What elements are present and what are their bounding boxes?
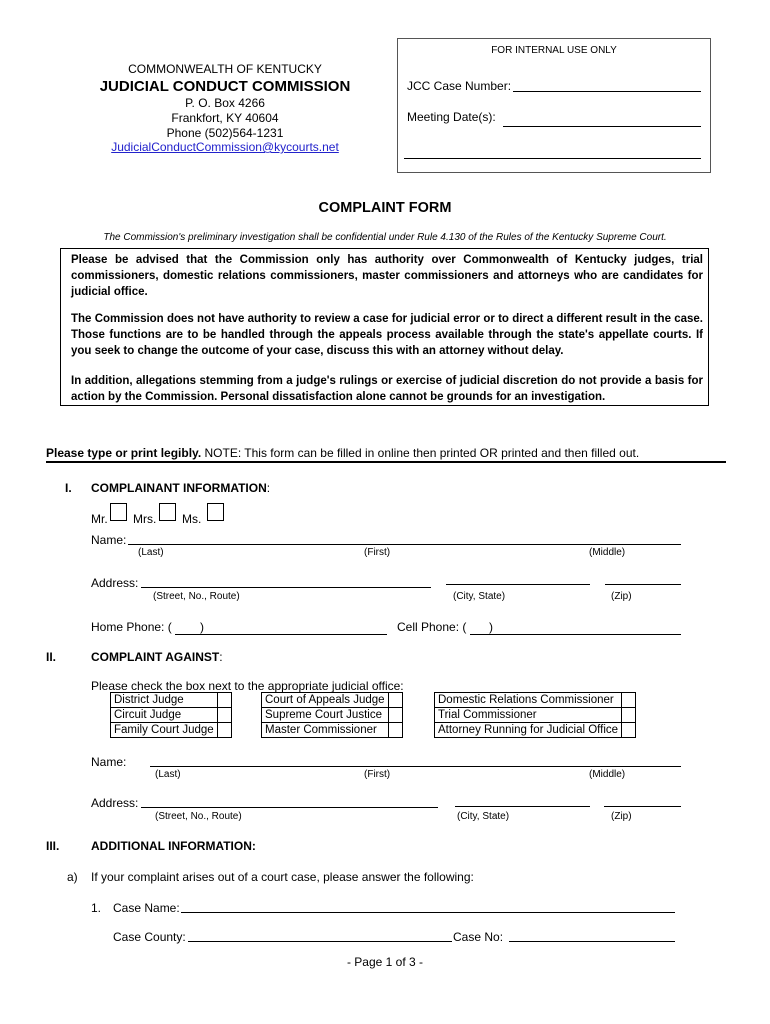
home-phone-label: Home Phone: (	[91, 620, 172, 634]
office-label: Circuit Judge	[111, 708, 218, 723]
first-hint: (First)	[364, 769, 391, 780]
trial-commissioner-checkbox[interactable]	[622, 708, 636, 723]
case-no-field[interactable]	[509, 941, 675, 942]
office-label: Family Court Judge	[111, 723, 218, 738]
complainant-name-field[interactable]	[128, 544, 681, 545]
home-phone-paren: )	[200, 620, 204, 634]
section-3-title: ADDITIONAL INFORMATION:	[91, 839, 256, 853]
meeting-dates-field[interactable]	[503, 126, 701, 127]
internal-use-box	[397, 38, 711, 173]
master-commissioner-checkbox[interactable]	[388, 723, 402, 738]
city-state-hint: (City, State)	[457, 811, 510, 822]
city-address: Frankfort, KY 40604	[171, 111, 279, 125]
agency-name: JUDICIAL CONDUCT COMMISSION	[99, 78, 351, 95]
ms-checkbox[interactable]	[207, 503, 224, 521]
cell-phone-label: Cell Phone: (	[397, 620, 467, 634]
city-state-hint: (City, State)	[453, 591, 506, 602]
notice-paragraph-1: Please be advised that the Commission only has authority over Commonwealth of Kentucky judges, trial commissioners, domestic relations commissioners, master commissioners and attorneys who are candidates for judicial office.	[71, 254, 703, 298]
office-instruction: Please check the box next to the appropriate judicial office:	[91, 679, 404, 693]
item-a-label: a)	[67, 870, 78, 884]
last-hint: (Last)	[155, 769, 181, 780]
zip-hint: (Zip)	[611, 591, 632, 602]
judge-address-label: Address:	[91, 796, 139, 810]
complainant-name-label: Name:	[91, 533, 127, 547]
court-of-appeals-checkbox[interactable]	[388, 693, 402, 708]
office-label: Domestic Relations Commissioner	[435, 693, 622, 708]
middle-hint: (Middle)	[589, 769, 626, 780]
attorney-running-checkbox[interactable]	[622, 723, 636, 738]
judge-street-field[interactable]	[141, 807, 438, 808]
section-2-title: COMPLAINT AGAINST:	[91, 650, 223, 664]
section-1-number: I.	[65, 481, 72, 495]
office-table-2	[261, 692, 403, 738]
divider	[46, 461, 726, 463]
district-judge-checkbox[interactable]	[217, 693, 231, 708]
complainant-street-field[interactable]	[141, 587, 431, 588]
street-hint: (Street, No., Route)	[155, 811, 242, 822]
supreme-court-checkbox[interactable]	[388, 708, 402, 723]
domestic-relations-checkbox[interactable]	[622, 693, 636, 708]
middle-hint: (Middle)	[589, 547, 626, 558]
instructions-note: NOTE: This form can be filled in online then printed OR printed and then filled out.	[201, 446, 640, 460]
complainant-city-field[interactable]	[446, 584, 590, 585]
ms-label: Ms.	[182, 512, 202, 526]
office-label: Master Commissioner	[262, 723, 389, 738]
item-1-label: 1.	[91, 901, 102, 915]
family-court-judge-checkbox[interactable]	[217, 723, 231, 738]
authority-notice	[60, 248, 709, 406]
confidential-note: The Commission's preliminary investigation shall be confidential under Rule 4.130 of the Rules of the Kentucky Supreme Court.	[103, 232, 667, 243]
case-no-label: Case No:	[453, 930, 504, 944]
home-phone-field[interactable]	[175, 634, 387, 635]
instructions-bold: Please type or print legibly.	[46, 446, 202, 460]
street-hint: (Street, No., Route)	[153, 591, 240, 602]
mrs-checkbox[interactable]	[159, 503, 176, 521]
state-name: COMMONWEALTH OF KENTUCKY	[128, 62, 322, 76]
office-label: Court of Appeals Judge	[262, 693, 389, 708]
po-box: P. O. Box 4266	[185, 96, 265, 110]
case-county-label: Case County:	[113, 930, 186, 944]
judge-name-field[interactable]	[150, 766, 681, 767]
cell-phone-field[interactable]	[470, 634, 681, 635]
mrs-label: Mrs.	[133, 512, 157, 526]
last-hint: (Last)	[138, 547, 164, 558]
instructions	[46, 446, 639, 460]
section-2-number: II.	[46, 650, 57, 664]
item-a-text: If your complaint arises out of a court case, please answer the following:	[91, 870, 474, 884]
office-label: Supreme Court Justice	[262, 708, 389, 723]
notice-paragraph-2: The Commission does not have authority to review a case for judicial error or to direct a different result in the case. Those functions are to be handled through the appeals process available through the state's appellate courts. If you seek to change the outcome of your case, discuss this with an attorney without delay.	[71, 313, 703, 357]
complainant-zip-field[interactable]	[605, 584, 681, 585]
meeting-dates-field-2[interactable]	[404, 158, 701, 159]
form-title: COMPLAINT FORM	[318, 200, 452, 216]
office-table-3	[434, 692, 636, 738]
phone-number: Phone (502)564-1231	[166, 126, 284, 140]
jcc-case-number-label: JCC Case Number:	[407, 79, 512, 93]
section-3-number: III.	[46, 839, 60, 853]
judge-city-field[interactable]	[455, 806, 590, 807]
meeting-dates-label: Meeting Date(s):	[407, 110, 496, 124]
judge-name-label: Name:	[91, 755, 127, 769]
email-link[interactable]: JudicialConductCommission@kycourts.net	[111, 140, 339, 154]
mr-label: Mr.	[91, 512, 108, 526]
case-name-field[interactable]	[181, 912, 675, 913]
cell-phone-paren: )	[489, 620, 493, 634]
office-label: Trial Commissioner	[435, 708, 622, 723]
zip-hint: (Zip)	[611, 811, 632, 822]
page-number: - Page 1 of 3 -	[346, 955, 424, 969]
section-1-title: COMPLAINANT INFORMATION:	[91, 481, 271, 495]
internal-use-title: FOR INTERNAL USE ONLY	[491, 45, 617, 56]
circuit-judge-checkbox[interactable]	[217, 708, 231, 723]
case-name-label: Case Name:	[113, 901, 180, 915]
case-county-field[interactable]	[188, 941, 452, 942]
office-table-1	[110, 692, 232, 738]
first-hint: (First)	[364, 547, 391, 558]
office-label: Attorney Running for Judicial Office	[435, 723, 622, 738]
jcc-case-number-field[interactable]	[513, 91, 701, 92]
mr-checkbox[interactable]	[110, 503, 127, 521]
notice-paragraph-3: In addition, allegations stemming from a judge's rulings or exercise of judicial discretion do not provide a basis for action by the Commission. Personal dissatisfaction alone cannot be grounds for an investigation.	[71, 375, 703, 403]
judge-zip-field[interactable]	[604, 806, 681, 807]
complainant-address-label: Address:	[91, 576, 139, 590]
office-label: District Judge	[111, 693, 218, 708]
